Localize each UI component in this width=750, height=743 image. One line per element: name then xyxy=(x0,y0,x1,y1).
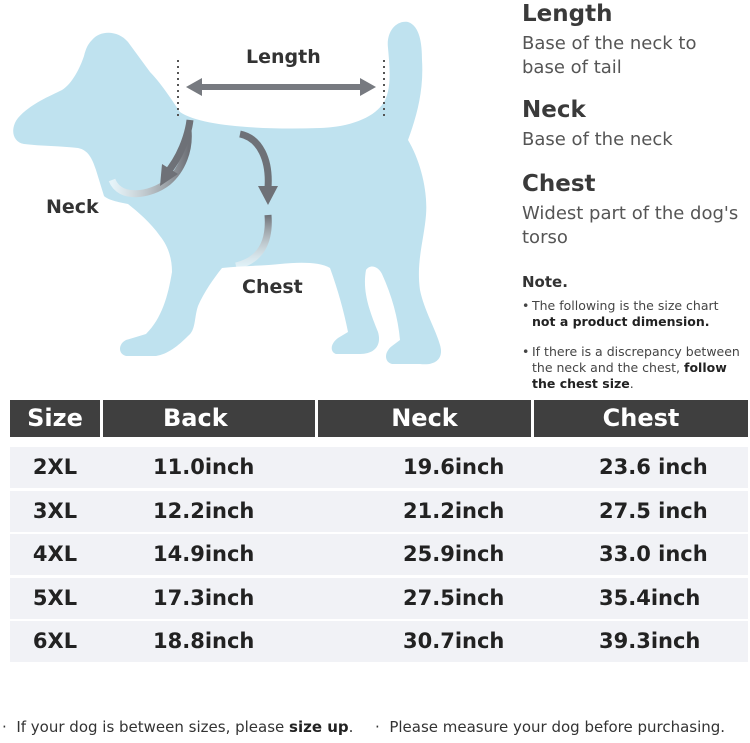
diagram-neck-label: Neck xyxy=(46,196,99,218)
note-item-2-end: . xyxy=(629,376,634,391)
footer-left-text: If your dog is between sizes, please xyxy=(16,718,285,736)
footer-left-end: . xyxy=(348,718,354,736)
note-item-2-text: If there is a discrepancy between the neck and the chest, xyxy=(532,344,740,375)
note-item-1-text: The following is the size chart xyxy=(532,298,719,313)
definition-chest-desc: Widest part of the dog's torso xyxy=(522,203,739,248)
table-row xyxy=(10,491,748,532)
note-item-2-bold: follow the chest size xyxy=(532,360,727,391)
definition-length-title: Length xyxy=(522,1,613,27)
cell-size: 2XL xyxy=(32,455,78,479)
cell-back: 11.0inch xyxy=(153,455,255,479)
diagram-length-label: Length xyxy=(246,46,321,68)
dog-body-shape xyxy=(13,22,441,365)
cell-neck: 30.7inch xyxy=(403,629,505,653)
cell-neck: 21.2inch xyxy=(403,498,505,523)
cell-neck: 27.5inch xyxy=(403,585,505,610)
bullet-icon: • xyxy=(522,298,530,313)
table-row xyxy=(10,578,748,619)
cell-size: 6XL xyxy=(32,629,78,653)
cell-back: 14.9inch xyxy=(153,542,255,566)
cell-size: 5XL xyxy=(32,585,78,610)
definition-chest-title: Chest xyxy=(522,171,596,197)
footer-left-bold: size up xyxy=(289,718,349,736)
length-arrow xyxy=(186,78,376,96)
header-neck: Neck xyxy=(318,400,531,437)
table-row xyxy=(10,621,748,662)
header-back: Back xyxy=(103,400,315,437)
cell-back: 18.8inch xyxy=(153,629,255,653)
table-row xyxy=(10,534,748,575)
definition-length-desc: Base of the neck to base of tail xyxy=(522,33,697,78)
table-row xyxy=(10,447,748,488)
header-size: Size xyxy=(10,400,100,437)
cell-chest: 39.3inch xyxy=(599,629,701,653)
size-table xyxy=(10,400,748,662)
cell-size: 3XL xyxy=(32,498,78,523)
footer-size-up-tip xyxy=(2,718,353,736)
footer-measure-tip xyxy=(375,718,725,736)
cell-neck: 25.9inch xyxy=(403,542,505,566)
bullet-icon: · xyxy=(375,718,380,736)
bullet-icon: · xyxy=(2,718,7,736)
cell-chest: 23.6 inch xyxy=(599,455,708,479)
cell-back: 12.2inch xyxy=(153,498,255,523)
cell-neck: 19.6inch xyxy=(403,455,505,479)
header-chest: Chest xyxy=(534,400,748,437)
cell-back: 17.3inch xyxy=(153,585,255,610)
cell-size: 4XL xyxy=(32,542,78,566)
definition-neck-title: Neck xyxy=(522,97,586,123)
cell-chest: 33.0 inch xyxy=(599,542,708,566)
note-item-1 xyxy=(522,298,744,330)
note-item-2 xyxy=(522,344,744,392)
definition-neck-desc: Base of the neck xyxy=(522,129,673,150)
note-item-1-bold: not a product dimension. xyxy=(532,314,710,329)
bullet-icon: • xyxy=(522,344,530,359)
diagram-chest-label: Chest xyxy=(242,276,303,298)
cell-chest: 35.4inch xyxy=(599,585,701,610)
cell-chest: 27.5 inch xyxy=(599,498,708,523)
note-title: Note. xyxy=(522,273,568,291)
footer-right-text: Please measure your dog before purchasing. xyxy=(389,718,726,736)
